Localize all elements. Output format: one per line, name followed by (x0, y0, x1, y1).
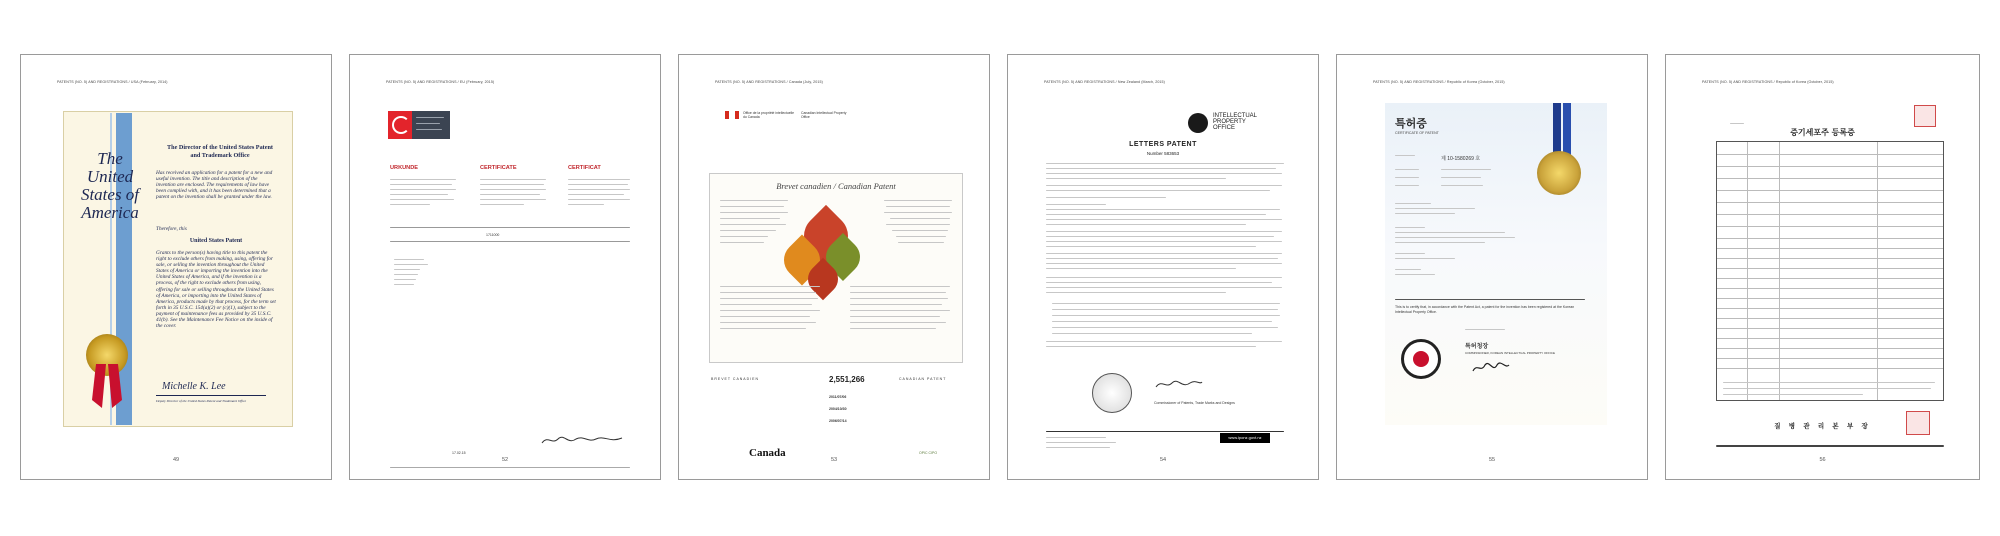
office-name-en: Canadian Intellectual Property Office (801, 111, 847, 119)
certificate-title-en: CERTIFICATE OF PATENT (1395, 131, 1439, 135)
page-number: 55 (1488, 457, 1496, 463)
column-heading-de: URKUNDE (390, 165, 418, 171)
page-number: 52 (501, 457, 509, 463)
office-name-fr: Office de la propriété intellectuelle du Canada (743, 111, 795, 119)
signature-line (156, 395, 266, 396)
signature (538, 433, 628, 447)
document-page-usa (20, 54, 332, 480)
epo-logo-icon (388, 111, 450, 139)
field-rule (390, 241, 630, 242)
certificate-left-title: The United States of America (80, 149, 140, 222)
column-heading-fr: CERTIFICAT (568, 165, 601, 171)
certificate-grant-text: Grants to the person(s) having title to this patent the right to exclude others from making, using, offering for sale, or selling the invention throughout the United States of America or importing the invention into the United States of America, and if the invention is a process, of the right to exclude others from using, offering for sale or selling throughout the United States of America, or importing into the United States of America, products made by that process, for the term set forth in 35 U.S.C. 154(a)(2) or (c)(1), subject to the payment of maintenance fees as provided by 35 U.S.C. 41(b). See the Maintenance Fee Notice on the inside of the cover. (156, 250, 276, 330)
office-name-kr: 특허청장 (1465, 344, 1489, 350)
document-page-canada (678, 54, 990, 480)
footer-rule (390, 467, 630, 468)
certificate-title-kr: 특허증 (1395, 117, 1427, 130)
number-label-fr: BREVET CANADIEN (711, 377, 759, 381)
canada-flag-icon (725, 111, 739, 119)
usa-patent-certificate (63, 111, 293, 427)
registration-table (1716, 141, 1944, 401)
field-rule (390, 227, 630, 228)
fern-logo-icon (1188, 113, 1208, 133)
issuing-authority: 질 병 관 리 본 부 장 (1774, 422, 1871, 430)
kipo-emblem-icon (1401, 339, 1441, 379)
date-3: 2006/07/14 (829, 419, 847, 423)
grant-date: 17.02.15 (452, 451, 466, 455)
certificate-therefore: Therefore, this (156, 226, 187, 232)
document-page-new-zealand (1007, 54, 1319, 480)
signature-caption: Deputy Director of the United States Patent and Trademark Office (156, 399, 247, 403)
certificate-heading: Brevet canadien / Canadian Patent (776, 181, 896, 191)
signature (1471, 359, 1511, 375)
page-header: PATENTS (NO. 5) AND REGISTRATIONS / New Zealand (March, 2015) (1044, 80, 1165, 84)
office-name: INTELLECTUAL PROPERTY OFFICE (1213, 113, 1257, 132)
cipo-logo: OPIC CIPO (919, 451, 938, 455)
patent-number: 제 10-1580269 호 (1441, 156, 1481, 162)
certificate-subtitle: United States Patent (189, 238, 243, 244)
document-page-korea-patent (1336, 54, 1648, 480)
date-2: 2004/10/30 (829, 407, 847, 411)
korean-patent-certificate (1385, 103, 1607, 425)
number-label-en: CANADIAN PATENT (899, 377, 947, 381)
office-name-en: COMMISSIONER, KOREAN INTELLECTUAL PROPERTY OFFICE (1465, 351, 1555, 355)
page-number: 53 (830, 457, 838, 463)
canada-wordmark: Canada (749, 447, 786, 459)
footer-rule (1046, 431, 1284, 432)
gold-seal-icon (1537, 151, 1581, 195)
patent-number: 1711000 (486, 233, 500, 237)
ribbon-icon (90, 364, 124, 408)
page-number: 49 (172, 457, 180, 463)
page-number: 54 (1159, 457, 1167, 463)
page-header: PATENTS (NO. 5) AND REGISTRATIONS / Canada (July, 2015) (715, 80, 823, 84)
page-header: PATENTS (NO. 5) AND REGISTRATIONS / EU (February, 2015) (386, 80, 495, 84)
canadian-patent-frame (709, 173, 963, 363)
government-seal-icon (1092, 373, 1132, 413)
letters-patent-number: Number 583653 (1146, 151, 1180, 156)
website-link[interactable]: www.iponz.govt.nz (1220, 433, 1270, 443)
page-header: PATENTS (NO. 5) AND REGISTRATIONS / USA (February, 2014) (57, 80, 168, 84)
certificate-heading: The Director of the United States Patent and Trademark Office (167, 144, 273, 159)
red-stamp-icon (1914, 105, 1936, 127)
certificate-intro: Has received an application for a patent for a new and useful invention. The title and description of the invention are enclosed. The requirements of law have been complied with, and it has been determined that a patent on the invention shall be granted under the law. (156, 170, 273, 201)
page-header: PATENTS (NO. 5) AND REGISTRATIONS / Republic of Korea (October, 2015) (1702, 80, 1834, 84)
page-number: 56 (1819, 457, 1826, 463)
document-page-eu (349, 54, 661, 480)
column-heading-en: CERTIFICATE (480, 165, 517, 171)
signatory-title: Commissioner of Patents, Trade Marks and Designs (1154, 401, 1235, 405)
registration-title: 증기세포주 등록증 (1790, 128, 1855, 137)
canadian-patent-number: 2,551,266 (829, 375, 865, 384)
page-header: PATENTS (NO. 5) AND REGISTRATIONS / Republic of Korea (October, 2015) (1373, 80, 1505, 84)
certification-statement-en: This is to certify that, in accordance with the Patent Act, a patent for the invention has been registered at the Korean Intellectual Property Office. (1395, 305, 1575, 314)
footer-rule (1716, 445, 1944, 447)
signature (1154, 377, 1204, 391)
letters-patent-title: LETTERS PATENT (1129, 141, 1197, 148)
date-1: 2011/07/06 (829, 395, 847, 399)
document-page-korea-registration (1665, 54, 1980, 480)
signature: Michelle K. Lee (162, 381, 226, 392)
